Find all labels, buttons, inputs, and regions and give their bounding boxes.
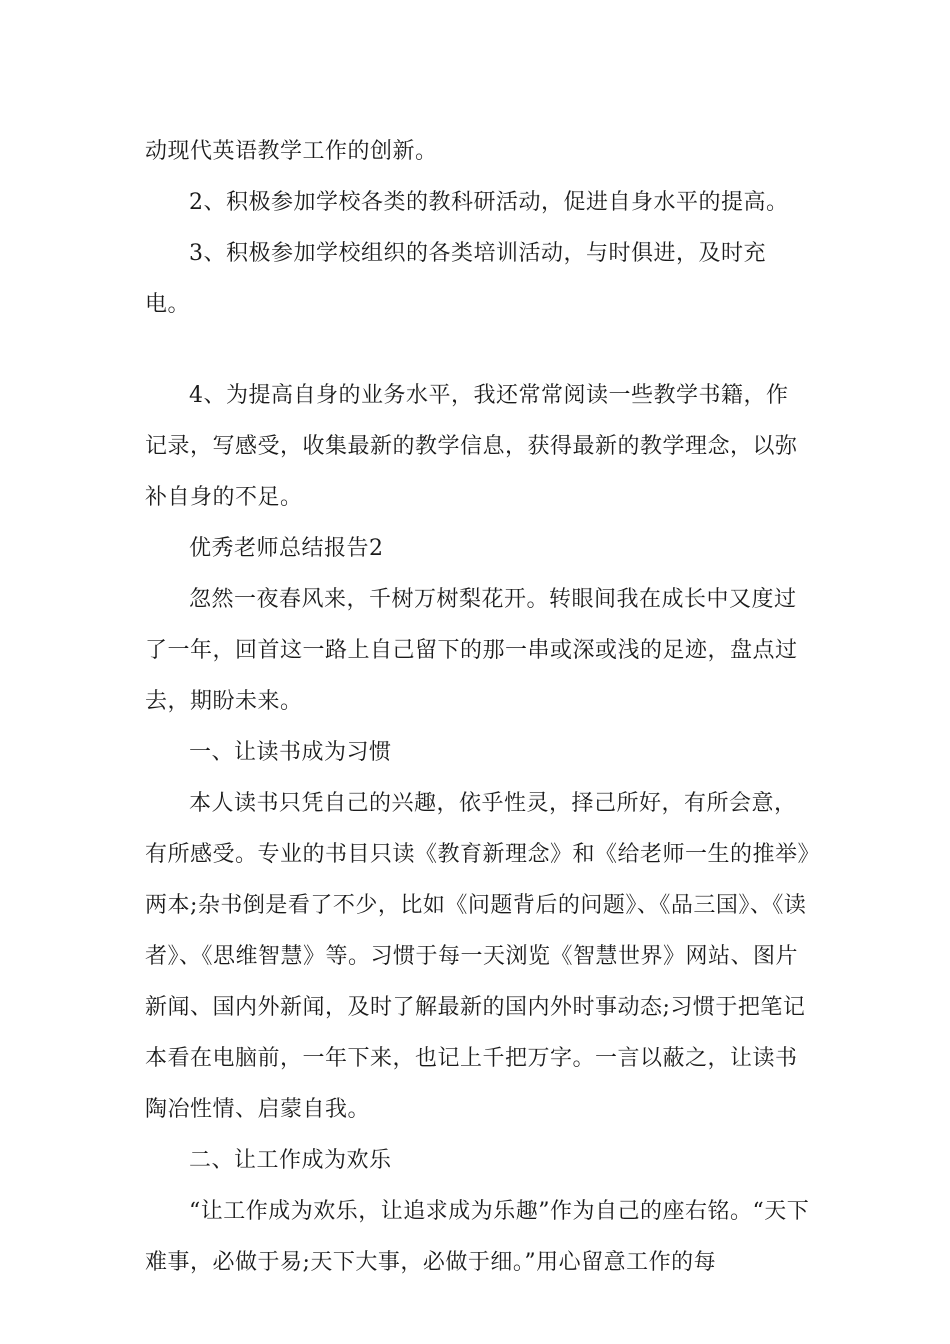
section-title: 优秀老师总结报告2 [189, 536, 384, 561]
paragraph-item-4: 4、为提高自身的业务水平，我还常常阅读一些教学书籍，作记录，写感受，收集最新的教学信息，获得最新的教学理念，以弥补自身的不足。 [145, 383, 798, 510]
section-heading-work: 二、让工作成为欢乐 [189, 1148, 392, 1173]
paragraph-item-3: 3、积极参加学校组织的各类培训活动，与时俱进，及时充电。 [145, 241, 766, 317]
paragraph-item-2: 2、积极参加学校各类的教科研活动，促进自身水平的提高。 [189, 190, 789, 215]
paragraph-work: “让工作成为欢乐，让追求成为乐趣”作为自己的座右铭。“天下难事，必做于易;天下大事，必做于细。”用心留意工作的每 [145, 1199, 810, 1275]
paragraph-intro: 忽然一夜春风来，千树万树梨花开。转眼间我在成长中又度过了一年，回首这一路上自己留下的那一串或深或浅的足迹，盘点过去，期盼未来。 [145, 587, 798, 714]
paragraph-reading: 本人读书只凭自己的兴趣，依乎性灵，择己所好，有所会意，有所感受。专业的书目只读《教育新理念》和《给老师一生的推举》两本;杂书倒是看了不少，比如《问题背后的问题》、《品三国》、《读者》、《思维智慧》等。习惯于每一天浏览《智慧世界》网站、图片新闻、国内外新闻，及时了解最新的国内外时事动态;习惯于把笔记本看在电脑前，一年下来，也记上千把万字。一言以蔽之，让读书陶冶性情、启蒙自我。 [145, 791, 810, 1122]
section-heading-reading: 一、让读书成为习惯 [189, 740, 392, 765]
document-body [145, 126, 810, 1288]
paragraph-continuation: 动现代英语教学工作的创新。 [145, 139, 438, 164]
